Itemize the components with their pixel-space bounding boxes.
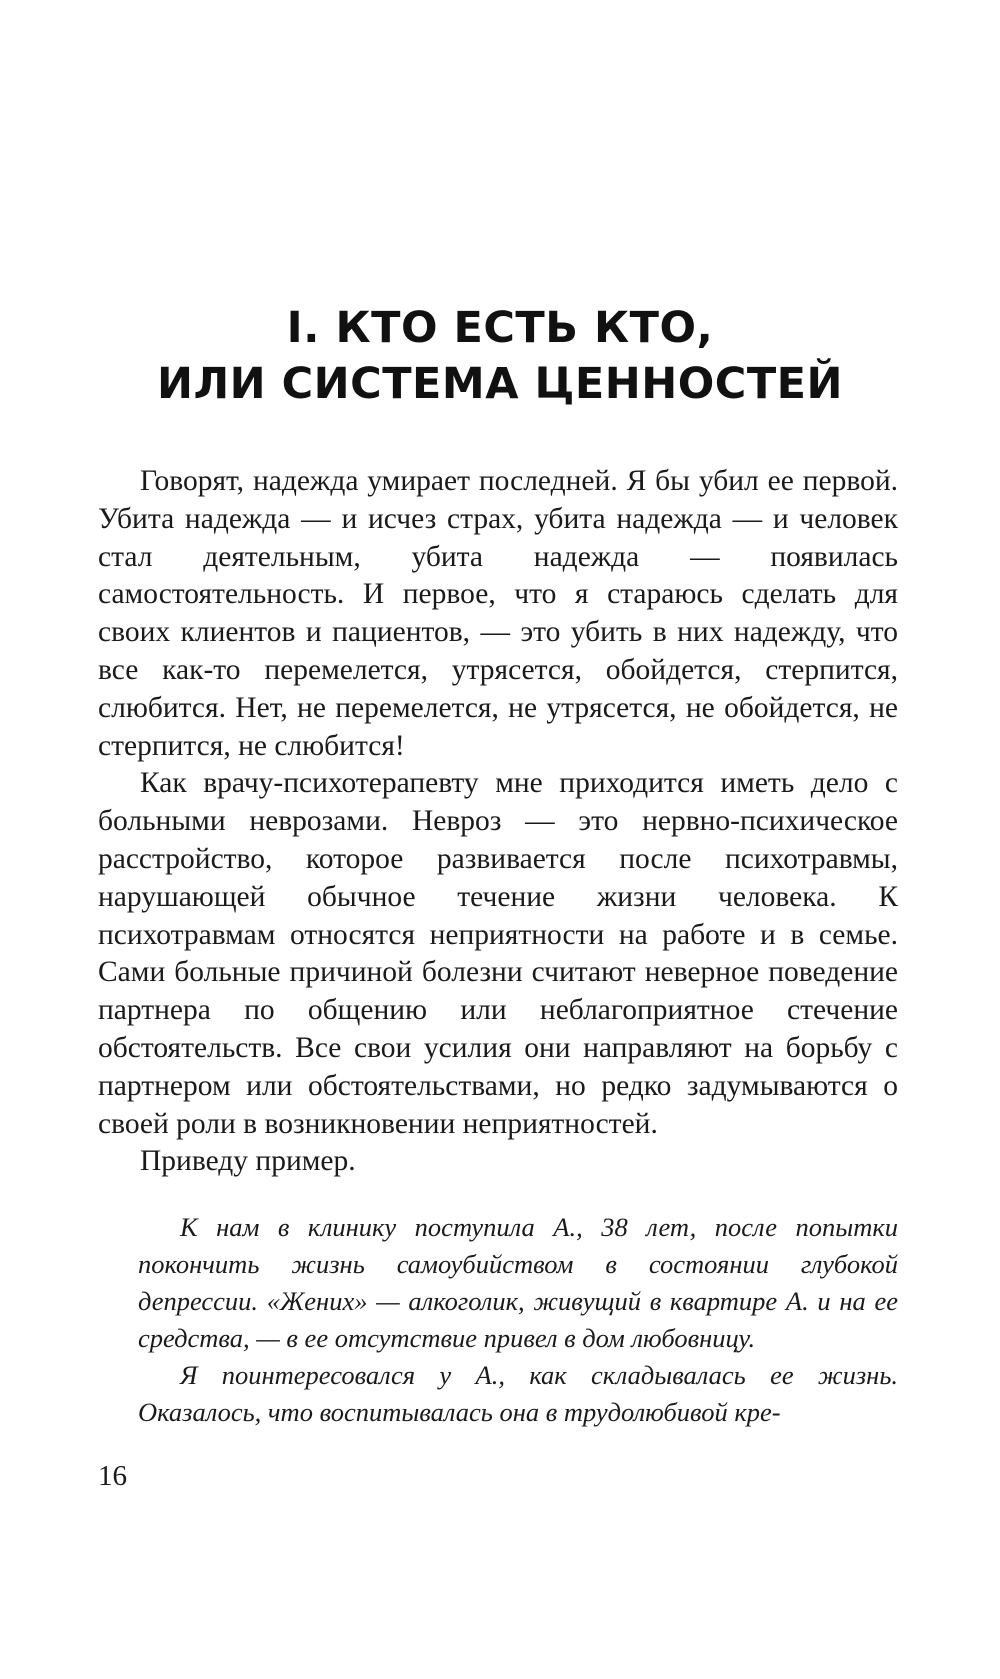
case-paragraph-2: Я поинтересовался у А., как складывалась ее жизнь. Оказалось, что воспитывалась она в трудолюбивой кре- — [138, 1360, 898, 1428]
body-paragraph-1: Говорят, надежда умирает последней. Я бы убил ее первой. Убита надежда — и исчез страх, убита надежда — и человек стал деятельным, убита надежда — появилась самостоятельность. И первое, что я стараюсь сделать для своих клиентов и пациентов, — это убить в них надежду, что все как-то перемелется, утрясется, обойдется, стерпится, слюбится. Нет, не перемелется, не утрясется, не обойдется, не стерпится, не слюбится! — [98, 465, 898, 762]
chapter-heading — [0, 300, 1000, 412]
chapter-title-line-1: I. КТО ЕСТЬ КТО, — [286, 303, 714, 353]
body-text — [98, 463, 898, 1431]
body-paragraph-2: Как врачу-психотерапевту мне приходится иметь дело с больными неврозами. Невроз — это нервно-психическое расстройство, которое развивается после психотравмы, нарушающей обычное течение жизни человека. К психотравмам относятся неприятности на работе и в семье. Сами больные причиной болезни считают неверное поведение партнера по общению или неблагоприятное стечение обстоятельств. Все свои усилия они направляют на борьбу с партнером или обстоятельствами, но редко задумываются о своей роли в возникновении неприятностей. — [98, 767, 898, 1140]
chapter-title-line-2: ИЛИ СИСТЕМА ЦЕННОСТЕЙ — [156, 359, 844, 409]
body-paragraph-3: Приведу пример. — [140, 1145, 356, 1178]
page-number: 16 — [98, 1460, 127, 1492]
case-paragraph-1: К нам в клинику поступила А., 38 лет, после попытки покончить жизнь самоубийством в состоянии глубокой депрессии. «Жених» — алкоголик, живущий в квартире А. и на ее средства, — в ее отсутствие привел в дом любовницу. — [138, 1212, 898, 1354]
